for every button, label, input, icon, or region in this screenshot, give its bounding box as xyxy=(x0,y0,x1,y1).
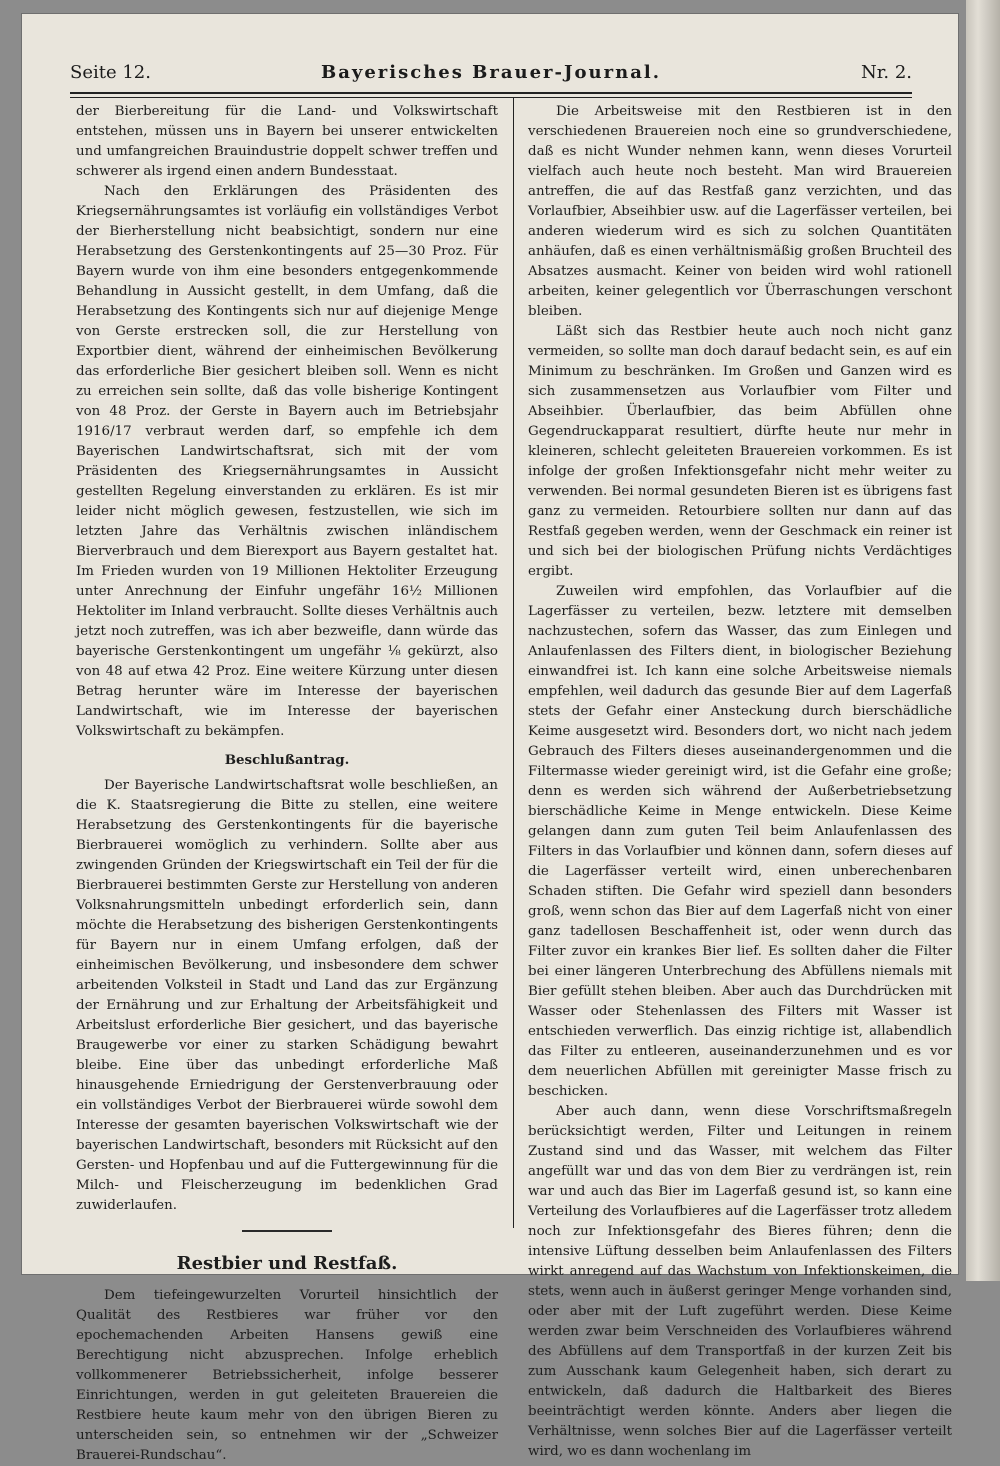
section-divider xyxy=(242,1230,332,1232)
header-rule xyxy=(70,92,912,98)
paragraph: Zuweilen wird empfohlen, das Vorlaufbier auf die Lagerfässer zu verteilen, bezw. letztere mit demselben nachzustechen, sofern das Wasser, das zum Einlegen und Anlaufenlassen des Filters dient, in biologischer Beziehung einwandfrei ist. Ich kann eine solche Arbeitsweise niemals empfehlen, weil dadurch das gesunde Bier auf dem Lagerfaß stets der Gefahr einer Ansteckung durch bierschädliche Keime ausgesetzt wird. Besonders dort, wo nicht nach jedem Gebrauch des Filters dieses auseinandergenommen und die Filtermasse wieder gereinigt wird, ist die Gefahr eine große; denn es werden sich während der Außerbetriebsetzung bierschädliche Keime in Menge entwickeln. Diese Keime gelangen dann zum guten Teil beim Anlaufenlassen des Filters in das Vorlaufbier und können dann, sofern dieses auf die Lagerfässer verteilt wird, einen unberechenbaren Schaden stiften. Die Gefahr wird speziell dann besonders groß, wenn schon das Bier auf dem Lagerfaß nicht von einer ganz tadellosen Beschaffenheit ist, oder wenn durch das Filter zuvor ein krankes Bier lief. Es sollten daher die Filter bei einer längeren Unterbrechung des Abfüllens niemals mit Bier gefüllt stehen bleiben. Aber auch das Durchdrücken mit Wasser oder Stehenlassen des Filters mit Wasser ist entschieden verwerflich. Das einzig richtige ist, allabendlich das Filter zu entleeren, auseinanderzunehmen und es vor dem neuerlichen Abfüllen mit gereinigter Masse frisch zu beschicken. xyxy=(528,584,952,1099)
paragraph: Der Bayerische Landwirtschaftsrat wolle beschließen, an die K. Staatsregierung die Bitte zu stellen, eine weitere Herabsetzung des Gerstenkontingents für die bayerische Bierbrauerei womöglich zu verhindern. Sollte aber aus zwingenden Gründen der Kriegswirtschaft ein Teil der für die Bierbrauerei bestimmten Gerste zur Herstellung von anderen Volksnahrungsmitteln unbedingt erforderlich sein, dann möchte die Herabsetzung des bisherigen Gerstenkontingents für Bayern nur in einem Umfang erfolgen, daß der einheimischen Bevölkerung, und insbesondere dem schwer arbeitenden Volksteil in Stadt und Land das zur Ergänzung der Ernährung und zur Erhaltung der Arbeitsfähigkeit und Arbeitslust erforderliche Bier gesichert, und das bayerische Braugewerbe vor einer zu starken Schädigung bewahrt bleibe. Eine über das unbedingt erforderliche Maß hinausgehende Erniedrigung der Gerstenverbrauung oder ein vollständiges Verbot der Bierbrauerei würde sowohl dem Interesse der gesamten bayerischen Volkswirtschaft wie der bayerischen Landwirtschaft, besonders mit Rücksicht auf den Gersten- und Hopfenbau und auf die Futtergewinnung für die Milch- und Fleischerzeugung im bedenklichen Grad zuwiderlaufen. xyxy=(76,778,498,1213)
journal-title: Bayerisches Brauer-Journal. xyxy=(321,62,661,83)
paragraph: der Bierbereitung für die Land- und Volkswirtschaft entstehen, müssen uns in Bayern bei unserer entwickelten und umfangreichen Brauindustrie doppelt schwer treffen und schwerer als irgend einen andern Bundesstaat. xyxy=(76,104,498,179)
issue-number: Nr. 2. xyxy=(861,62,912,83)
paragraph: Die Arbeitsweise mit den Restbieren ist in den verschiedenen Brauereien noch eine so grundverschiedene, daß es nicht Wunder nehmen kann, wenn dieses Vorurteil vielfach auch heute noch besteht. Man wird Brauereien antreffen, die auf das Restfaß ganz verzichten, und das Vorlaufbier, Abseihbier usw. auf die Lagerfässer verteilen, bei anderen wiederum wird es sich zu solchen Quantitäten anhäufen, daß es einen verhältnismäßig großen Bruchteil des Absatzes ausmacht. Keiner von beiden wird wohl rationell arbeiten, keiner gelegentlich vor Überraschungen verschont bleiben. xyxy=(528,104,952,319)
page-number: Seite 12. xyxy=(70,62,151,83)
resolution-heading: Beschlußantrag. xyxy=(224,752,350,768)
paragraph: Läßt sich das Restbier heute auch noch nicht ganz vermeiden, so sollte man doch darauf bedacht sein, es auf ein Minimum zu beschränken. Im Großen und Ganzen wird es sich zusammensetzen aus Vorlaufbier vom Filter und Abseihbier. Überlaufbier, das beim Abfüllen ohne Gegendruckapparat resultiert, dürfte heute nur mehr in kleineren, schlecht geleiteten Brauereien vorkommen. Es ist infolge der großen Infektionsgefahr nicht mehr weiter zu verwenden. Bei normal gesundeten Bieren ist es übrigens fast ganz zu vermeiden. Retourbiere sollten nur dann auf das Restfaß gegeben werden, wenn der Geschmack ein reiner ist und sich bei der biologischen Prüfung nichts Verdächtiges ergibt. xyxy=(528,324,952,579)
paragraph: Nach den Erklärungen des Präsidenten des Kriegsernährungsamtes ist vorläufig ein vollständiges Verbot der Bierherstellung nicht beabsichtigt, sondern nur eine Herabsetzung des Gerstenkontingents auf 25—30 Proz. Für Bayern wurde von ihm eine besonders entgegenkommende Behandlung in Aussicht gestellt, in dem Umfang, daß die Herabsetzung des Kontingents sich nur auf diejenige Menge von Gerste erstrecken soll, die zur Herstellung von Exportbier dient, während der einheimischen Bevölkerung das erforderliche Bier gesichert bleiben soll. Wenn es nicht zu erreichen sein sollte, daß das volle bisherige Kontingent von 48 Proz. der Gerste in Bayern auch im Betriebsjahr 1916/17 verbraut werden darf, so empfehle ich dem Bayerischen Landwirtschaftsrat, sich mit der vom Präsidenten des Kriegsernährungsamtes in Aussicht gestellten Regelung einverstanden zu erklären. Es ist mir leider nicht möglich gewesen, festzustellen, wie sich im letzten Jahre das Verhältnis zwischen inländischem Bierverbrauch und dem Bierexport aus Bayern gestaltet hat. Im Frieden wurden von 19 Millionen Hektoliter Erzeugung unter Anrechnung der Einfuhr ungefähr 16½ Millionen Hektoliter im Inland verbraucht. Sollte dieses Verhältnis auch jetzt noch zutreffen, was ich aber bezweifle, dann würde das bayerische Gerstenkontingent um ungefähr ⅛ gekürzt, also von 48 auf etwa 42 Proz. Eine weitere Kürzung unter diesen Betrag herunter wäre im Interesse der bayerischen Landwirtschaft, wie im Interesse der bayerischen Volkswirtschaft zu bekämpfen. xyxy=(76,184,498,739)
column-rule xyxy=(513,98,514,1228)
page-edge xyxy=(966,0,1000,1281)
paragraph: Aber auch dann, wenn diese Vorschriftsmaßregeln berücksichtigt werden, Filter und Leitungen in reinem Zustand sind und das Wasser, mit welchem das Filter angefüllt war und das von dem Bier zu verdrängen ist, rein war und auch das Bier im Lagerfaß gesund ist, so kann eine Verteilung des Vorlaufbieres auf die Lagerfässer trotz alledem noch zur Infektionsgefahr des Bieres führen; denn die intensive Lüftung desselben beim Anlaufenlassen des Filters wirkt anregend auf das Wachstum von Infektionskeimen, die stets, wenn auch in äußerst geringer Menge vorhanden sind, oder aber mit der Luft zugeführt werden. Diese Keime werden zwar beim Verschneiden des Vorlaufbieres während des Abfüllens auf dem Transportfaß in der kurzen Zeit bis zum Ausschank kaum Gelegenheit haben, sich derart zu entwickeln, daß dadurch die Haltbarkeit des Bieres beeinträchtigt werden könnte. Anders aber liegen die Verhältnisse, wenn solches Bier auf die Lagerfässer verteilt wird, wo es dann wochenlang im xyxy=(528,1104,952,1459)
left-column xyxy=(76,102,498,1466)
right-column xyxy=(528,102,952,1462)
article-heading: Restbier und Restfaß. xyxy=(176,1253,398,1274)
page-header xyxy=(70,52,912,88)
paragraph: Dem tiefeingewurzelten Vorurteil hinsichtlich der Qualität des Restbieres war früher vor den epochemachenden Arbeiten Hansens gewiß eine Berechtigung nicht abzusprechen. Infolge erheblich vollkommenerer Betriebssicherheit, infolge besserer Einrichtungen, werden in gut geleiteten Brauereien die Restbiere heute kaum mehr von den übrigen Bieren zu unterscheiden sein, so entnehmen wir der „Schweizer Brauerei-Rundschau“. xyxy=(76,1288,498,1463)
